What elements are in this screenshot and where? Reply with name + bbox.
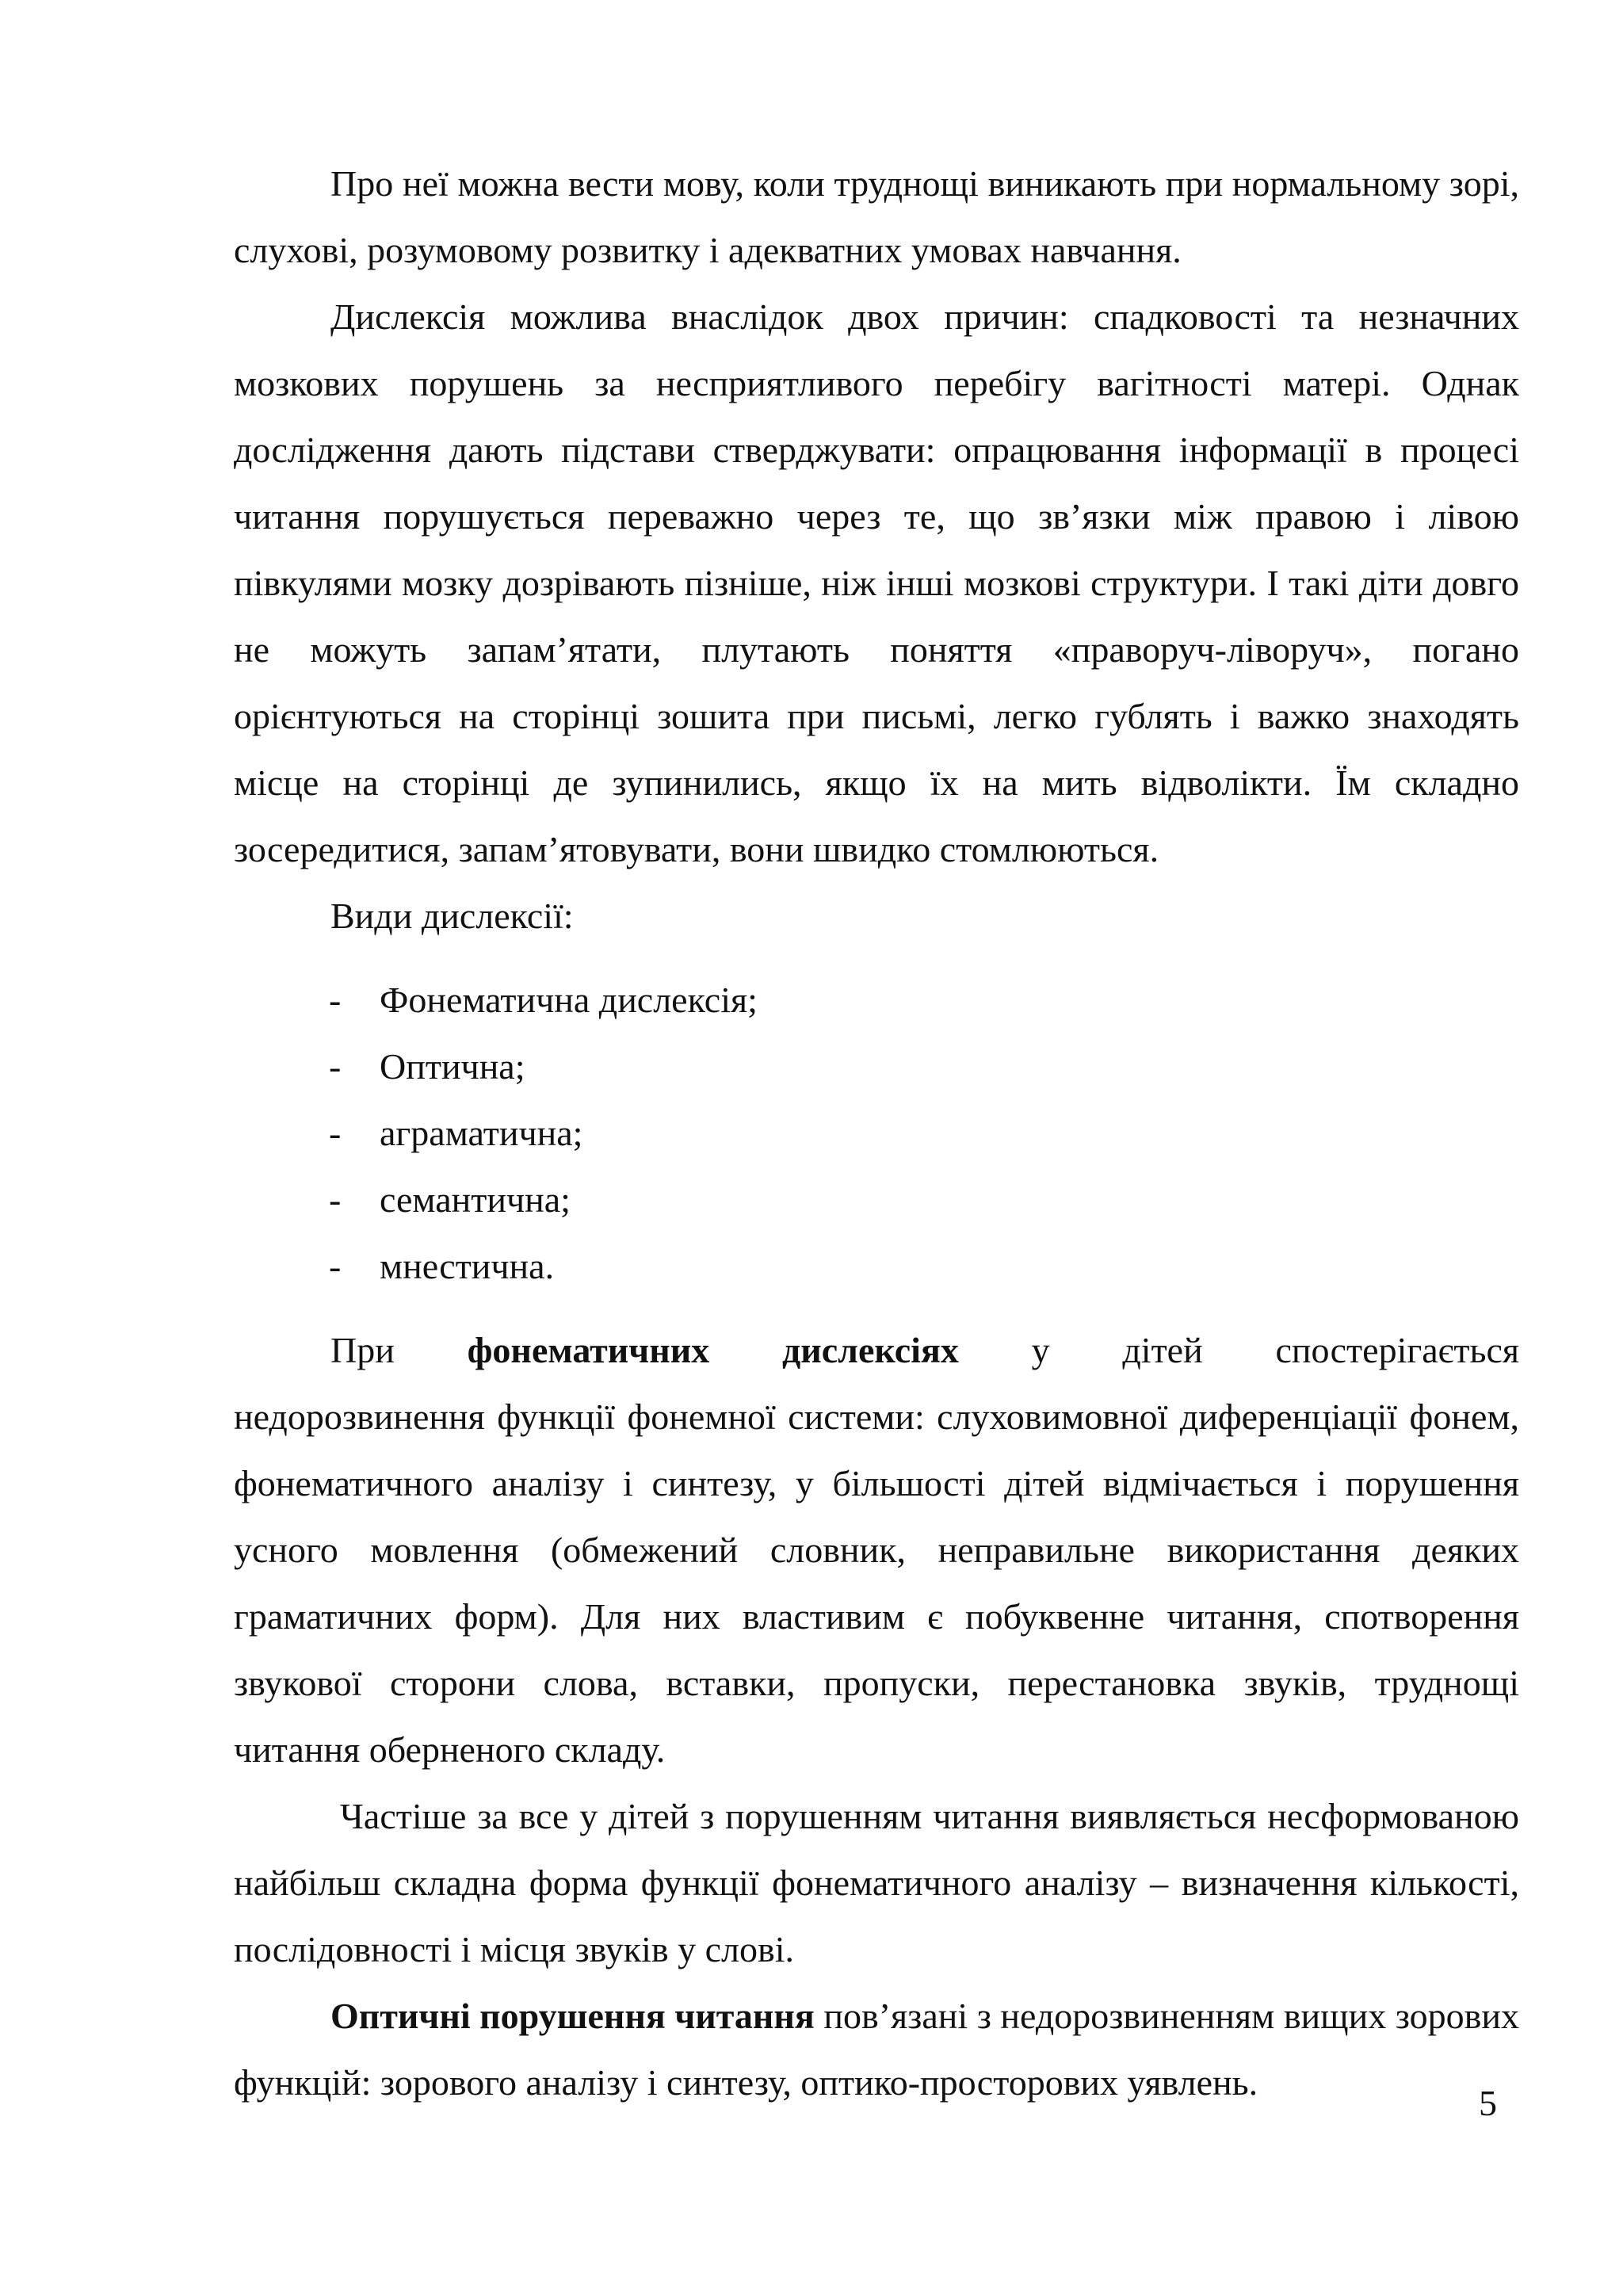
list-item-text: аграматична;	[380, 1113, 583, 1153]
list-dash: -	[329, 1179, 342, 1220]
list-item-text: Фонематична дислексія;	[380, 980, 758, 1020]
list-item-text: семантична;	[380, 1179, 571, 1220]
phonematic-prefix: При	[330, 1330, 395, 1370]
paragraph-analysis: Частіше за все у дітей з порушенням читання виявляється несформованою найбільш складна форма функції фонематичного аналізу – визначення кількості, послідовності і місця звуків у слові.	[234, 1796, 1519, 1969]
page-body	[234, 151, 1519, 2116]
phonematic-first-line-rest: у дітей спостерігається	[1031, 1330, 1520, 1370]
paragraph-causes: Дислексія можлива внаслідок двох причин: спадковості та незначних мозкових порушень за несприятливого перебігу вагітності матері. Однак дослідження дають підстави стверджувати: опрацювання інформації в процесі читання порушується переважно через те, що зв’язки між правою і лівою півкулями мозку дозрівають пізніше, ніж інші мозкові структури. І такі діти довго не можуть запам’ятати, плутають поняття «праворуч-ліворуч», погано орієнтуються на сторінці зошита при письмі, легко гублять і важко знаходять місце на сторінці де зупинились, якщо їх на мить відволікти. Їм складно зосередитися, запам’ятовувати, вони швидко стомлюються.	[234, 296, 1519, 869]
types-heading: Види дислексії:	[330, 896, 574, 936]
list-item-text: мнестична.	[380, 1246, 555, 1286]
phonematic-term: фонематичних дислексіях	[467, 1330, 959, 1370]
paragraph-optical	[234, 1983, 1519, 2116]
optical-rest: пов’язані з недорозвиненням вищих зорових функцій: зорового аналізу і синтезу, оптико-просторових уявлень.	[234, 1996, 1519, 2103]
list-item-text: Оптична;	[380, 1046, 525, 1087]
list-item	[234, 967, 1519, 1033]
page-number: 5	[1479, 2083, 1497, 2123]
list-item	[234, 1233, 1519, 1300]
paragraph-intro: Про неї можна вести мову, коли труднощі виникають при нормальному зорі, слухові, розумовому розвитку і адекватних умовах навчання.	[234, 163, 1519, 270]
list-item	[234, 1167, 1519, 1233]
paragraph-phonematic-first-line	[234, 1317, 1519, 1384]
list-dash: -	[329, 1246, 342, 1286]
paragraph-phonematic-body: недорозвинення функції фонемної системи: слуховимовної диференціації фонем, фонематичного аналізу і синтезу, у більшості дітей відмічається і порушення усного мовлення (обмежений словник, неправильне використання деяких граматичних форм). Для них властивим є побуквенне читання, спотворення звукової сторони слова, вставки, пропуски, перестановка звуків, труднощі читання оберненого складу.	[234, 1396, 1519, 1770]
list-dash: -	[329, 980, 342, 1020]
optical-term: Оптичні порушення читання	[330, 1996, 815, 2036]
list-dash: -	[329, 1046, 342, 1087]
paragraph-phonematic	[234, 1317, 1519, 1783]
list-item	[234, 1033, 1519, 1100]
list-item	[234, 1100, 1519, 1167]
dyslexia-types-list	[234, 967, 1519, 1300]
list-dash: -	[329, 1113, 342, 1153]
